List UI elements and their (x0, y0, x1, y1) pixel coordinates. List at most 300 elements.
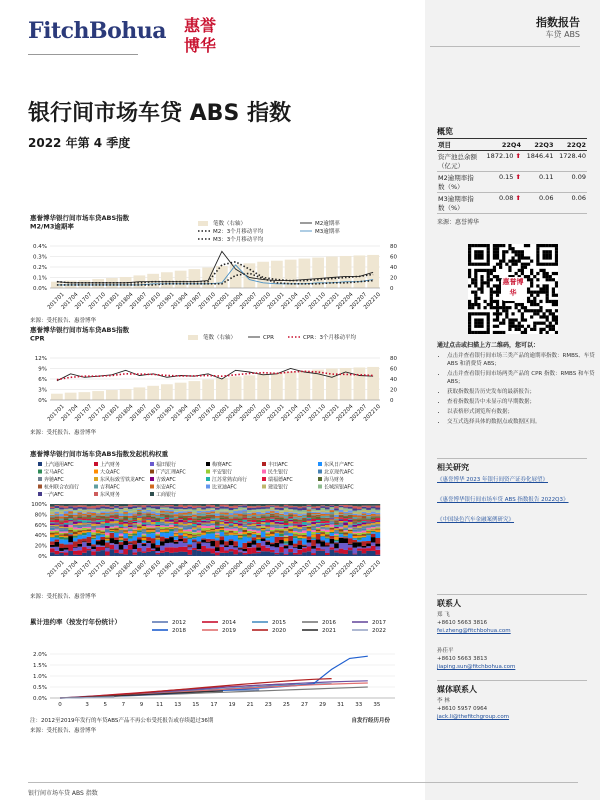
stacked-bar-segment (270, 550, 275, 552)
stacked-bar-segment (353, 533, 358, 534)
stacked-bar-segment (68, 504, 73, 506)
qr-module (474, 303, 477, 306)
stacked-bar-segment (375, 538, 380, 544)
stacked-bar-segment (238, 530, 243, 531)
chart-source: 来源：受托报告、惠誉博华 (30, 318, 97, 324)
qr-module (549, 328, 552, 331)
stacked-bar-segment (220, 520, 225, 521)
stacked-bar-segment (270, 514, 275, 516)
stacked-bar-segment (68, 532, 73, 533)
stacked-bar-segment (50, 548, 55, 552)
stacked-bar-segment (353, 508, 358, 510)
stacked-bar-segment (192, 548, 197, 550)
stacked-bar-segment (348, 530, 353, 531)
stacked-bar-segment (197, 518, 202, 520)
stacked-bar-segment (188, 517, 193, 518)
legend-label: 笔数（右轴） (213, 221, 247, 227)
stacked-bar-segment (275, 543, 280, 547)
stacked-bar-segment (137, 517, 142, 518)
stacked-bar-segment (353, 528, 358, 530)
stacked-bar-segment (68, 533, 73, 534)
count-bar (120, 389, 132, 400)
stacked-bar-segment (192, 550, 197, 556)
qr-caption: 通过点击或扫描上方二维码，您可以： (437, 342, 540, 349)
stacked-bar-segment (298, 504, 303, 506)
stacked-bar-segment (215, 527, 220, 529)
legend-swatch (150, 462, 154, 466)
qr-module (552, 287, 555, 290)
related-link[interactable]: 《中国绿色汽车金融案例研究》 (437, 517, 515, 523)
list-item: • 交互式选择具体的数据点或数据区间。 (447, 418, 595, 426)
stacked-bar-segment (210, 509, 215, 510)
qr-finder-module (536, 250, 539, 253)
stacked-bar-segment (353, 530, 358, 532)
stacked-bar-segment (87, 533, 92, 537)
stacked-bar-segment (265, 534, 270, 536)
stacked-bar-segment (160, 525, 165, 527)
stacked-bar-segment (265, 507, 270, 509)
stacked-bar-segment (55, 531, 60, 533)
stacked-bar-segment (165, 538, 170, 539)
stacked-bar-segment (68, 510, 73, 511)
qr-module (530, 300, 533, 303)
qr-module (502, 250, 505, 253)
stacked-bar-segment (353, 515, 358, 517)
stacked-bar-segment (206, 528, 211, 530)
stacked-bar-segment (298, 506, 303, 508)
stacked-bar-segment (302, 533, 307, 535)
stacked-bar-segment (55, 528, 60, 529)
legend-swatch (94, 492, 98, 496)
stacked-bar-segment (78, 534, 83, 535)
stacked-bar-segment (215, 536, 220, 537)
stacked-bar-segment (137, 520, 142, 522)
stacked-bar-segment (123, 514, 128, 516)
stacked-bar-segment (64, 540, 69, 545)
stacked-bar-segment (110, 530, 115, 531)
stacked-bar-segment (215, 532, 220, 533)
stacked-bar-segment (151, 530, 156, 532)
stacked-bar-segment (238, 514, 243, 517)
stacked-bar-segment (261, 551, 266, 556)
qr-finder-module (474, 325, 477, 328)
qr-finder-module (487, 328, 490, 331)
stacked-bar-segment (183, 527, 188, 529)
stacked-bar-segment (265, 548, 270, 552)
stacked-bar-segment (293, 532, 298, 534)
stacked-bar-segment (311, 555, 316, 556)
qr-module (521, 269, 524, 272)
stacked-bar-segment (114, 517, 119, 518)
stacked-bar-segment (265, 511, 270, 513)
stacked-bar-segment (197, 506, 202, 508)
y-tick-label: 20% (34, 543, 47, 550)
stacked-bar-segment (73, 507, 78, 510)
qr-module (496, 300, 499, 303)
count-bar (257, 374, 269, 400)
stacked-bar-segment (371, 546, 376, 551)
stacked-bar-segment (371, 527, 376, 528)
page-period: 2022 年第 4 季度 (28, 136, 131, 150)
stacked-bar-segment (160, 504, 165, 506)
stacked-bar-segment (146, 519, 151, 520)
legend-swatch (38, 462, 42, 466)
stacked-bar-segment (233, 536, 238, 542)
stacked-bar-segment (174, 522, 179, 524)
stacked-bar-segment (325, 504, 330, 506)
stacked-bar-segment (229, 533, 234, 535)
stacked-bar-segment (343, 535, 348, 536)
stacked-bar-segment (362, 548, 367, 553)
stacked-bar-segment (114, 544, 119, 549)
qr-module (490, 294, 493, 297)
stacked-bar-segment (229, 539, 234, 540)
stacked-bar-segment (119, 536, 124, 537)
contact-email[interactable]: jiaping.sun@fitchbohua.com (437, 664, 516, 670)
legend-label: 民生银行 (268, 469, 289, 476)
qr-module (496, 315, 499, 318)
stacked-bar-segment (105, 513, 110, 514)
stacked-bar-segment (261, 525, 266, 526)
stacked-bar-segment (55, 547, 60, 551)
stacked-bar-segment (247, 506, 252, 508)
stacked-bar-segment (311, 528, 316, 530)
stacked-bar-segment (96, 522, 101, 524)
stacked-bar-segment (165, 526, 170, 527)
legend-label: 江苏常熟农商行 (212, 477, 248, 483)
stacked-bar-segment (275, 522, 280, 524)
chart-title: 惠誉博华银行间市场车贷ABS指数 (30, 326, 130, 334)
stacked-bar-segment (339, 553, 344, 556)
stacked-bar-segment (160, 516, 165, 517)
stacked-bar-segment (256, 540, 261, 543)
stacked-bar-segment (174, 530, 179, 531)
stacked-bar-segment (320, 508, 325, 510)
stacked-bar-segment (119, 504, 124, 506)
stacked-bar-segment (238, 521, 243, 523)
stacked-bar-segment (73, 551, 78, 555)
qr-finder-module (484, 244, 487, 247)
stacked-bar-segment (320, 525, 325, 526)
stacked-bar-segment (307, 525, 312, 526)
stacked-bar-segment (133, 515, 138, 516)
qr-module (493, 306, 496, 309)
stacked-bar-segment (366, 516, 371, 518)
stacked-bar-segment (256, 551, 261, 552)
contact-email[interactable]: jack.li@thefitchgroup.com (437, 714, 510, 720)
qr-module (490, 287, 493, 290)
stacked-bar-segment (261, 539, 266, 541)
qr-code[interactable] (468, 244, 558, 334)
stacked-bar-segment (320, 547, 325, 550)
stacked-bar-segment (316, 522, 321, 523)
stacked-bar-segment (224, 521, 229, 522)
stacked-bar-segment (55, 523, 60, 524)
stacked-bar-segment (256, 520, 261, 522)
x-tick-label: 202104 (280, 559, 300, 579)
stacked-bar-segment (233, 554, 238, 556)
stacked-bar-segment (78, 509, 83, 510)
legend-label: 2017 (372, 620, 386, 626)
stacked-bar-segment (119, 516, 124, 517)
qr-module (499, 266, 502, 269)
qr-module (468, 303, 471, 306)
stacked-bar-segment (284, 538, 289, 541)
stacked-bar-segment (133, 506, 138, 508)
sidebar-top-rule (430, 46, 580, 47)
stacked-bar-segment (215, 547, 220, 551)
qr-finder-module (477, 244, 480, 247)
stacked-bar-segment (50, 525, 55, 526)
contact-1 (437, 611, 511, 635)
stacked-bar-segment (114, 550, 119, 553)
stacked-bar-segment (362, 553, 367, 556)
stacked-bar-segment (252, 531, 257, 532)
stacked-bar-segment (183, 508, 188, 509)
qr-module (468, 275, 471, 278)
stacked-bar-segment (59, 528, 64, 529)
qr-module (490, 291, 493, 294)
stacked-bar-segment (247, 510, 252, 512)
stacked-bar-segment (114, 517, 119, 518)
stacked-bar-segment (59, 522, 64, 524)
stacked-bar-segment (128, 543, 133, 544)
stacked-bar-segment (119, 522, 124, 524)
stacked-bar-segment (339, 534, 344, 537)
stacked-bar-segment (96, 535, 101, 539)
stacked-bar-segment (206, 518, 211, 520)
stacked-bar-segment (50, 519, 55, 520)
count-bar (189, 269, 201, 288)
qr-module (496, 284, 499, 287)
stacked-bar-segment (375, 517, 380, 518)
stacked-bar-segment (105, 507, 110, 509)
stacked-bar-segment (348, 507, 353, 509)
stacked-bar-segment (192, 533, 197, 535)
stacked-bar-segment (201, 535, 206, 538)
qr-module (549, 300, 552, 303)
stacked-bar-segment (142, 524, 147, 526)
stacked-bar-segment (55, 506, 60, 508)
stacked-bar-segment (316, 532, 321, 533)
qr-module (533, 303, 536, 306)
stacked-bar-segment (100, 511, 105, 513)
stacked-bar-segment (316, 508, 321, 510)
stacked-bar-segment (137, 528, 142, 530)
row-label: 资产池总余额（亿元） (437, 151, 481, 172)
stacked-bar-segment (55, 542, 60, 547)
stacked-bar-segment (78, 504, 83, 505)
qr-module (542, 287, 545, 290)
contact-email[interactable]: fei.zheng@fitchbohua.com (437, 628, 511, 634)
stacked-bar-segment (123, 507, 128, 508)
stacked-bar-segment (353, 524, 358, 525)
stacked-bar-segment (55, 554, 60, 556)
stacked-bar-segment (366, 544, 371, 547)
stacked-bar-segment (178, 516, 183, 518)
chart-source: 来源：受托报告、惠誉博华 (30, 430, 97, 436)
stacked-bar-segment (293, 547, 298, 548)
qr-module (521, 266, 524, 269)
qr-module (530, 328, 533, 331)
stacked-bar-segment (197, 537, 202, 542)
stacked-bar-segment (215, 513, 220, 515)
stacked-bar-segment (73, 517, 78, 518)
stacked-bar-segment (55, 535, 60, 538)
stacked-bar-segment (87, 519, 92, 521)
stacked-bar-segment (73, 529, 78, 531)
stacked-bar-segment (233, 511, 238, 513)
stacked-bar-segment (142, 535, 147, 537)
qr-module (530, 303, 533, 306)
qr-finder-module (549, 244, 552, 247)
stacked-bar-segment (233, 541, 238, 546)
stacked-bar-segment (238, 506, 243, 507)
x-tick-label: 202204 (335, 403, 355, 423)
qr-module (484, 306, 487, 309)
stacked-bar-segment (233, 524, 238, 526)
stacked-bar-segment (142, 541, 147, 543)
stacked-bar-segment (96, 514, 101, 515)
stacked-bar-segment (82, 509, 87, 510)
stacked-bar-segment (284, 527, 289, 528)
related-link[interactable]: 《惠誉博华银行间市场车贷 ABS 指数报告 2022Q3》 (437, 497, 569, 503)
qr-module (527, 325, 530, 328)
stacked-bar-segment (339, 549, 344, 554)
legend-label: 宝马AFC (44, 469, 64, 476)
stacked-bar-segment (151, 516, 156, 517)
stacked-bar-segment (73, 520, 78, 521)
qr-module (552, 325, 555, 328)
stacked-bar-segment (233, 504, 238, 506)
stacked-bar-segment (201, 524, 206, 526)
stacked-bar-segment (334, 552, 339, 556)
stacked-bar-segment (123, 506, 128, 507)
stacked-bar-segment (353, 548, 358, 554)
stacked-bar-segment (206, 523, 211, 524)
stacked-bar-segment (288, 510, 293, 512)
stacked-bar-segment (50, 509, 55, 512)
stacked-bar-segment (343, 522, 348, 525)
stacked-bar-segment (334, 519, 339, 520)
stacked-bar-segment (330, 515, 335, 516)
y2-tick-label: 0 (390, 398, 394, 404)
qr-module (539, 309, 542, 312)
y-tick-label: 0.3% (33, 254, 47, 261)
stacked-bar-segment (192, 518, 197, 520)
stacked-bar-segment (247, 527, 252, 529)
related-link[interactable]: 《惠誉博华 2023 年银行间资产证券化展望》 (437, 477, 548, 483)
stacked-bar-segment (220, 526, 225, 527)
stacked-bar-segment (119, 550, 124, 553)
stacked-bar-segment (105, 520, 110, 523)
media-contact (437, 697, 509, 721)
stacked-bar-segment (197, 516, 202, 518)
stacked-bar-segment (293, 553, 298, 555)
stacked-bar-segment (243, 505, 248, 507)
stacked-bar-segment (375, 520, 380, 521)
legend-swatch (94, 485, 98, 489)
qr-module (505, 263, 508, 266)
stacked-bar-segment (55, 526, 60, 528)
legend-label: 东安AFC (156, 484, 176, 491)
stacked-bar-segment (133, 505, 138, 506)
stacked-bar-segment (375, 532, 380, 538)
qr-module (502, 244, 505, 247)
stacked-bar-segment (206, 524, 211, 526)
qr-module (499, 244, 502, 247)
stacked-bar-segment (142, 510, 147, 511)
stacked-bar-segment (174, 512, 179, 514)
stacked-bar-segment (375, 527, 380, 528)
stacked-bar-segment (110, 509, 115, 510)
row-value: 0.15 (498, 173, 514, 181)
stacked-bar-segment (68, 533, 73, 534)
stacked-bar-segment (155, 504, 160, 505)
stacked-bar-segment (151, 520, 156, 522)
x-tick-label: 202210 (362, 291, 382, 311)
stacked-bar-segment (293, 544, 298, 547)
stacked-bar-segment (366, 521, 371, 522)
stacked-bar-segment (128, 507, 133, 509)
stacked-bar-segment (371, 522, 376, 523)
stacked-bar-segment (362, 512, 367, 513)
stacked-bar-segment (316, 506, 321, 508)
stacked-bar-segment (59, 531, 64, 532)
stacked-bar-segment (192, 517, 197, 519)
qr-finder-module (484, 312, 487, 315)
qr-module (549, 278, 552, 281)
qr-module (542, 315, 545, 318)
stacked-bar-segment (110, 538, 115, 543)
stacked-bar-segment (178, 533, 183, 534)
stacked-bar-segment (224, 527, 229, 529)
stacked-bar-segment (201, 526, 206, 528)
stacked-bar-segment (284, 531, 289, 533)
qr-module (511, 260, 514, 263)
y-tick-label: 3% (38, 387, 47, 394)
stacked-bar-segment (302, 518, 307, 520)
stacked-bar-segment (252, 540, 257, 545)
stacked-bar-segment (261, 528, 266, 529)
stacked-bar-segment (133, 515, 138, 517)
stacked-bar-segment (78, 510, 83, 511)
stacked-bar-segment (183, 524, 188, 525)
stacked-bar-segment (87, 531, 92, 532)
qr-module (552, 315, 555, 318)
stacked-bar-segment (169, 513, 174, 515)
stacked-bar-segment (73, 532, 78, 535)
stacked-bar-segment (114, 533, 119, 538)
stacked-bar-segment (252, 526, 257, 528)
stacked-bar-segment (73, 510, 78, 512)
stacked-bar-segment (293, 531, 298, 532)
stacked-bar-segment (339, 512, 344, 514)
y-tick-label: 0.2% (33, 265, 47, 271)
legend-label: M3逾期率 (315, 229, 340, 235)
stacked-bar-segment (100, 519, 105, 520)
x-tick-label: 201701 (46, 559, 66, 579)
stacked-bar-segment (87, 525, 92, 527)
qr-module (487, 281, 490, 284)
stacked-bar-segment (210, 539, 215, 541)
stacked-bar-segment (284, 528, 289, 530)
legend-swatch (318, 470, 322, 474)
stacked-bar-segment (261, 546, 266, 552)
stacked-bar-segment (123, 526, 128, 527)
qr-module (555, 303, 558, 306)
stacked-bar-segment (316, 512, 321, 513)
